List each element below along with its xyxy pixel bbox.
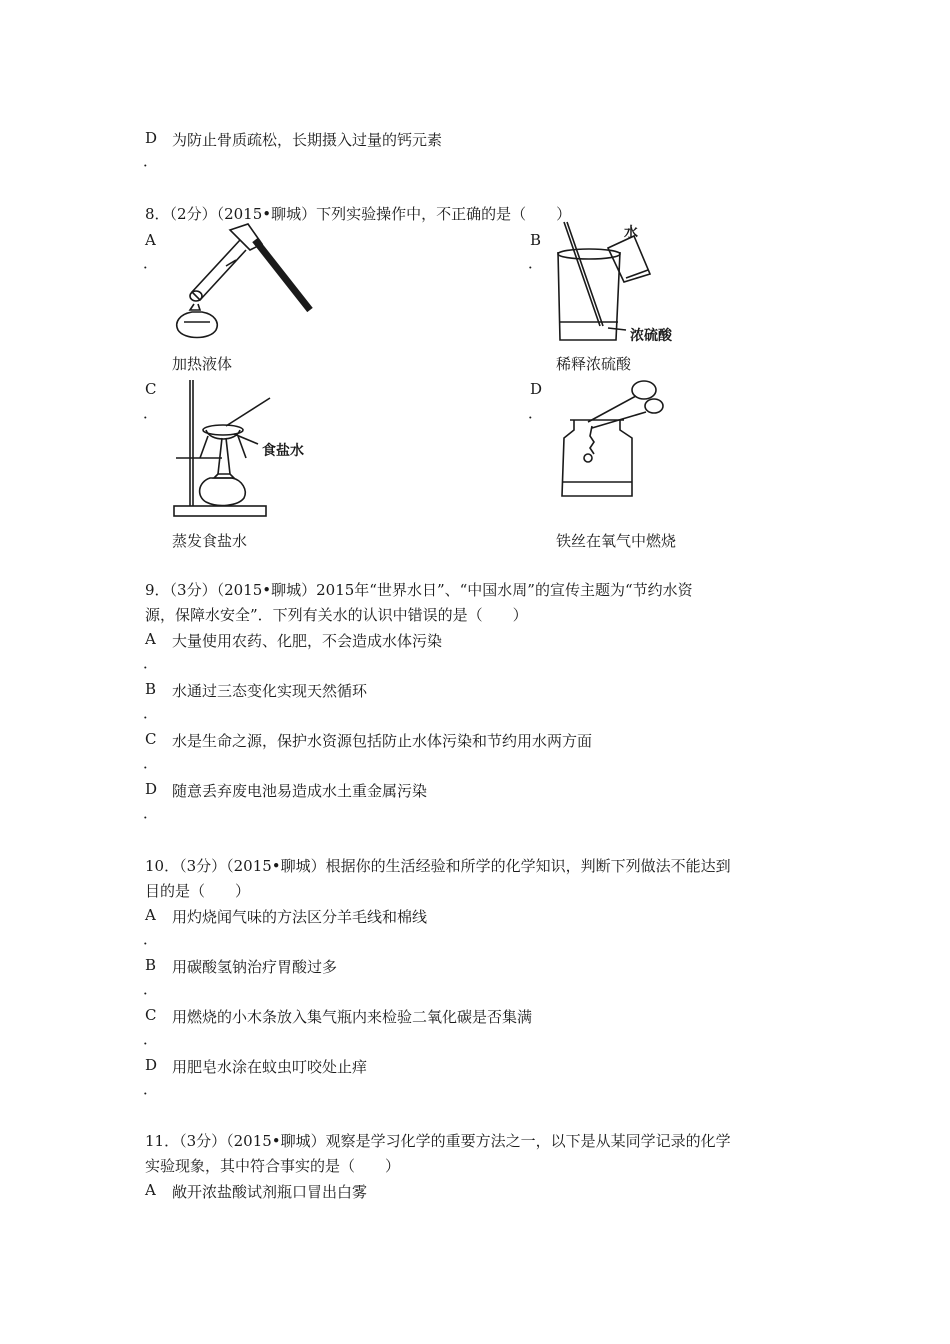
q8-option-b-letter: B — [530, 231, 542, 249]
figure-label-water: 水 — [624, 225, 638, 241]
q10-option-b-text: 用碳酸氢钠治疗胃酸过多 — [172, 958, 338, 976]
q10-option-b-dot: ． — [143, 980, 159, 998]
q8-option-d-dot: ． — [528, 404, 544, 422]
q8-option-b-dot: ． — [528, 254, 544, 272]
q10-option-c-dot: ． — [143, 1030, 159, 1048]
q11-stem-line2: 实验现象，其中符合事实的是（ ） — [145, 1157, 401, 1175]
q10-option-d-text: 用肥皂水涂在蚊虫叮咬处止痒 — [172, 1058, 368, 1076]
q10-option-c-text: 用燃烧的小木条放入集气瓶内来检验二氧化碳是否集满 — [172, 1008, 533, 1026]
q9-option-d-text: 随意丢弃废电池易造成水土重金属污染 — [172, 782, 428, 800]
q10-option-a-text: 用灼烧闻气味的方法区分羊毛线和棉线 — [172, 908, 428, 926]
q10-option-b-letter: B — [145, 956, 157, 974]
q9-option-c-letter: C — [145, 730, 157, 748]
q10-option-c-letter: C — [145, 1006, 157, 1024]
q8-option-d-letter: D — [530, 380, 543, 398]
q7-option-d-text: 为防止骨质疏松，长期摄入过量的钙元素 — [172, 131, 443, 149]
q10-option-d-dot: ． — [143, 1080, 159, 1098]
q8-option-b-caption: 稀释浓硫酸 — [556, 355, 632, 373]
q8-option-a-caption: 加热液体 — [172, 355, 233, 373]
q8-option-c-caption: 蒸发食盐水 — [172, 532, 248, 550]
q7-option-d-dot: ． — [143, 152, 159, 170]
q10-option-a-letter: A — [145, 906, 156, 924]
q10-option-a-dot: ． — [143, 930, 159, 948]
q9-stem-line1: 9．（3分）（2015•聊城）2015年“世界水日”、“中国水周”的宣传主题为“节约水资 — [145, 581, 693, 599]
q11-stem-line1: 11．（3分）（2015•聊城）观察是学习化学的重要方法之一，以下是从某同学记录的化学 — [145, 1132, 731, 1150]
q11-option-a-letter: A — [145, 1181, 156, 1199]
iron-burning-in-oxygen-figure — [552, 372, 672, 507]
q11-option-a-text: 敞开浓盐酸试剂瓶口冒出白雾 — [172, 1183, 368, 1201]
q9-option-b-dot: ． — [143, 704, 159, 722]
q9-option-b-letter: B — [145, 680, 157, 698]
q8-option-c-letter: C — [145, 380, 157, 398]
q10-option-d-letter: D — [145, 1056, 158, 1074]
q9-option-c-text: 水是生命之源，保护水资源包括防止水体污染和节约用水两方面 — [172, 732, 593, 750]
q8-option-d-caption: 铁丝在氧气中燃烧 — [556, 532, 677, 550]
figure-label-salt-water: 食盐水 — [262, 443, 304, 459]
q9-option-d-dot: ． — [143, 804, 159, 822]
q9-option-d-letter: D — [145, 780, 158, 798]
q9-option-a-dot: ． — [143, 654, 159, 672]
q10-stem-line2: 目的是（ ） — [145, 882, 251, 900]
q9-option-a-letter: A — [145, 630, 156, 648]
q8-option-a-letter: A — [145, 231, 156, 249]
q9-option-a-text: 大量使用农药、化肥，不会造成水体污染 — [172, 632, 443, 650]
q9-option-b-text: 水通过三态变化实现天然循环 — [172, 682, 368, 700]
q8-option-a-dot: ． — [143, 254, 159, 272]
q8-option-c-dot: ． — [143, 404, 159, 422]
q10-stem-line1: 10．（3分）（2015•聊城）根据你的生活经验和所学的化学知识，判断下列做法不能达到 — [145, 857, 731, 875]
heating-liquid-figure — [170, 222, 320, 352]
q9-option-c-dot: ． — [143, 754, 159, 772]
figure-label-conc-sulfuric-acid: 浓硫酸 — [630, 328, 672, 344]
q9-stem-line2: 源，保障水安全”．下列有关水的认识中错误的是（ ） — [145, 606, 528, 624]
q8-stem: 8．（2分）（2015•聊城）下列实验操作中，不正确的是（ ） — [145, 205, 572, 223]
q7-option-d-letter: D — [145, 129, 158, 147]
